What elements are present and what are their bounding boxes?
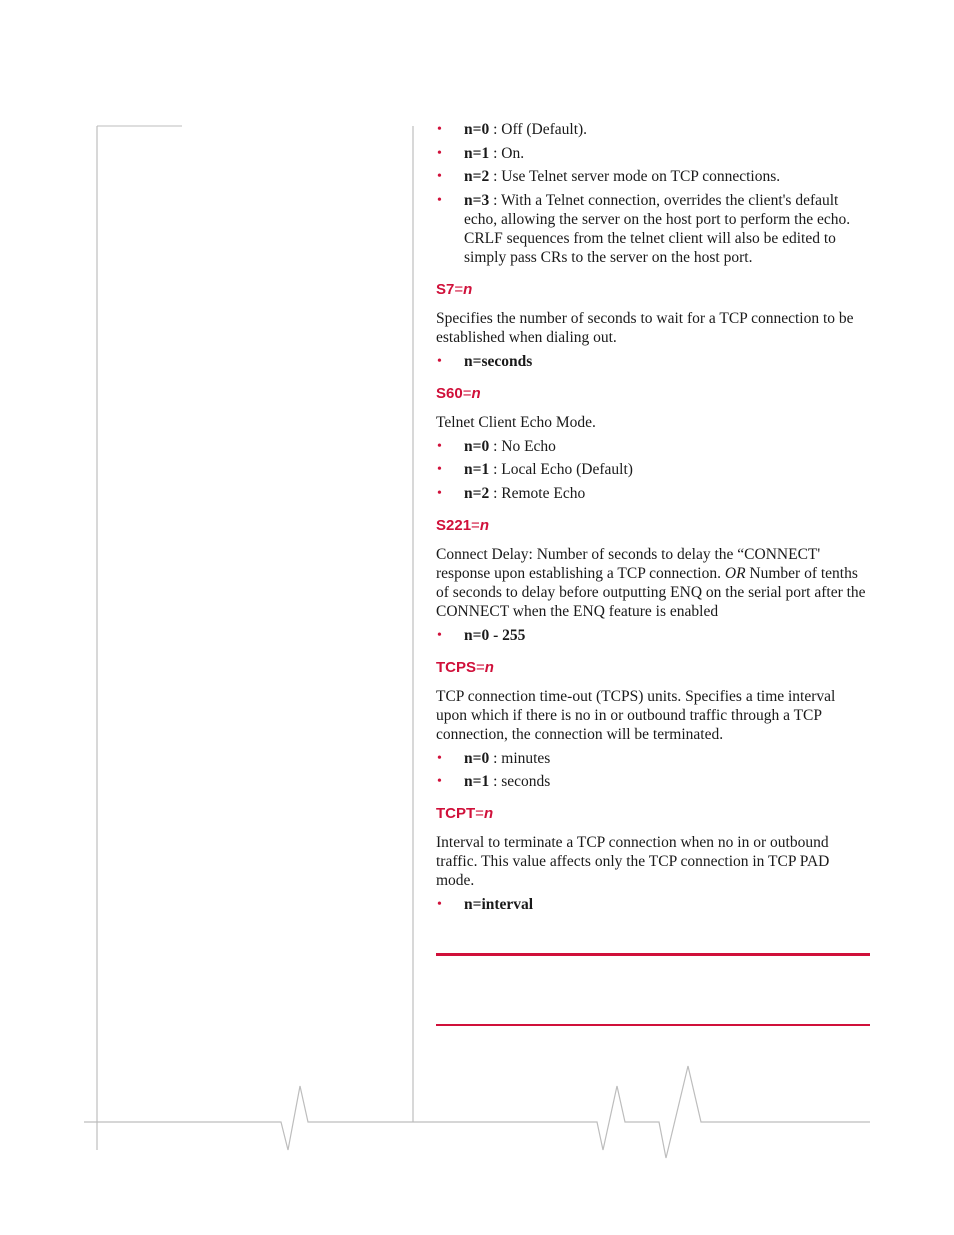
item-key: n=1 (464, 773, 490, 790)
item-description: : No Echo (489, 437, 556, 455)
list-item (436, 144, 870, 163)
section-s60 (436, 385, 870, 503)
section-description: Specifies the number of seconds to wait for a TCP connection to be established when dialing out. (436, 309, 854, 346)
bullet-list (436, 626, 870, 645)
list-item (436, 120, 870, 139)
heading-parameter: n (479, 516, 489, 534)
item-description: : Remote Echo (489, 484, 586, 502)
item-description: : On. (489, 144, 525, 162)
red-rule-top (436, 953, 870, 956)
heading-parameter: n (463, 280, 473, 298)
item-key: n=0 (464, 121, 490, 138)
heading-command: TCPT (436, 805, 476, 822)
heading-equals: = (471, 516, 480, 534)
section-heading (436, 385, 870, 403)
section-s7 (436, 281, 870, 371)
list-item (436, 167, 870, 186)
list-item (436, 772, 870, 791)
section-s0 (436, 120, 870, 267)
section-description: TCP connection time-out (TCPS) units. Specifies a time interval upon which if there is no in or outbound traffic through a TCP connection, the connection will be terminated. (436, 687, 836, 743)
description-emphasis: OR (724, 564, 746, 582)
section-heading (436, 517, 870, 535)
heading-parameter: n (483, 805, 494, 822)
heading-parameter: n (484, 658, 494, 676)
frame-bottom-waveform (84, 1066, 870, 1158)
heading-command: S221 (436, 516, 472, 534)
bullet-list (436, 120, 870, 267)
section-description: Interval to terminate a TCP connection when no in or outbound traffic. This value affects only the TCP connection in TCP PAD mode. (436, 834, 830, 889)
section-tcps (436, 659, 870, 792)
section-s221 (436, 517, 870, 645)
bullet-list (436, 895, 870, 914)
item-key: n=2 (464, 484, 490, 502)
description-text: Number of tenths of seconds to delay before outputting ENQ on the serial port after the CONNECT when the ENQ feature is enabled (436, 564, 866, 620)
description-text: Connect Delay: Number of seconds to delay the “CONNECT' response upon establishing a TCP connection. (436, 545, 821, 582)
item-key: n=1 (464, 461, 490, 478)
bullet-list (436, 352, 870, 371)
heading-parameter: n (471, 384, 481, 402)
section-description: Telnet Client Echo Mode. (436, 413, 596, 431)
list-item (436, 437, 870, 456)
section-heading (436, 281, 870, 299)
item-description: : minutes (489, 749, 551, 767)
item-description: : Local Echo (Default) (489, 461, 633, 478)
item-key: n=0 (464, 749, 490, 767)
item-description: : With a Telnet connection, overrides the client's default echo, allowing the server on the host port to perform the echo. CRLF sequences from the telnet client will also be edited to simply pass CRs to the server on the host port. (464, 191, 851, 266)
item-description: : Off (Default). (489, 121, 588, 138)
main-content (436, 120, 870, 919)
heading-equals: = (454, 280, 464, 298)
heading-equals: = (462, 384, 472, 402)
list-item (436, 484, 870, 503)
item-key: n=0 - 255 (464, 626, 526, 644)
list-item (436, 626, 870, 645)
red-rule-bottom (436, 1024, 870, 1026)
list-item (436, 460, 870, 479)
item-key: n=2 (464, 168, 490, 185)
section-heading (436, 805, 870, 823)
heading-equals: = (475, 805, 484, 822)
list-item (436, 352, 870, 371)
item-key: n=3 (464, 191, 490, 209)
item-key: n=interval (464, 896, 534, 913)
section-heading (436, 659, 870, 677)
heading-command: S7 (436, 280, 455, 298)
list-item (436, 895, 870, 914)
section-tcpt (436, 805, 870, 914)
bullet-list (436, 437, 870, 503)
list-item (436, 749, 870, 768)
heading-command: S60 (436, 384, 463, 402)
item-description: : seconds (489, 773, 551, 790)
item-key: n=seconds (464, 352, 533, 370)
section-description (436, 545, 870, 621)
heading-command: TCPS (436, 658, 477, 676)
item-key: n=0 (464, 437, 490, 455)
bullet-list (436, 749, 870, 792)
item-key: n=1 (464, 144, 490, 162)
list-item (436, 191, 870, 267)
heading-equals: = (476, 658, 485, 676)
item-description: : Use Telnet server mode on TCP connections. (489, 168, 781, 185)
